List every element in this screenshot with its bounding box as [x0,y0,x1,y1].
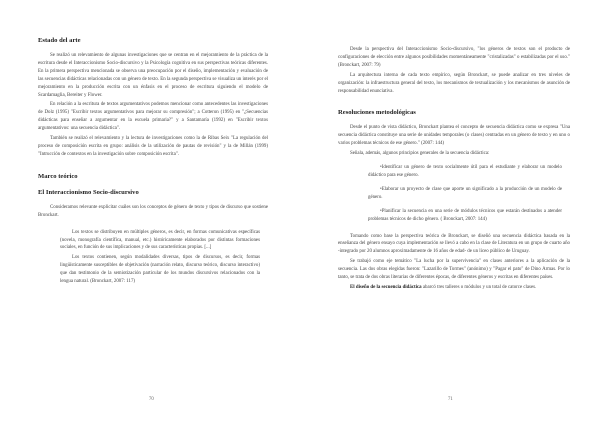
paragraph-rest: abarcó tres talleres o módulos y un total de catorce clases. [422,284,537,290]
page-number: 71 [448,397,453,402]
paragraph: Se realizó un relevamiento de algunas investigaciones que se centran en el mejoramiento de la práctica de la escritura desde el Interaccionismo Socio-discursivo y la Psicología cognitiva en sus perspectivas teóricas diferentes. En la primera perspectiva mencionada se observa una preocupación por el diseño, implementación y evaluación de las secuencias didácticas relacionadas con un género de texto. En la segunda perspectiva se visualiza un interés por el mejoramiento en la producción escrita con un énfasis en el proceso de escritura siguiendo el modelo de Scardamaglia, Bereiter y Flower. [38,53,268,98]
paragraph: Tomando como base la perspectiva teórica de Bronckart, se diseñó una secuencia didáctica basada en la enseñanza del género ensayo cuya implementación se llevó a cabo en la clase de Literatura en un grupo de cuarto año -integrado por 20 alumnos aproximadamente de 16 años de edad- de un liceo público de Uruguay. [338,233,570,255]
paragraph: Desde el punto de vista didáctico, Bronckart plantea el concepto de secuencia didáctica como se expresa "Una secuencia didáctica constituye una serie de unidades temporales (o clases) centradas en un género de texto y en uno o varios problemas técnicos de ese género." (2007: 144) [338,125,570,147]
bold-phrase: El diseño de la secuencia didáctica [350,284,422,290]
paragraph [338,284,570,292]
paragraph: Consideramos relevante explicitar cuáles son los conceptos de género de texto y tipos de discurso que sostiene Bronckart. [38,204,268,218]
bullet-item: •Planificar la secuencia en una serie de módulos técnicos que estarán destinados a atender problemas técnicos de dicho género. ( Bronckart, 2007: 144) [368,208,562,222]
paragraph: Señala, además, algunos principios generales de la secuencia didáctica: [350,151,490,157]
right-page [300,0,600,424]
paragraph: La arquitectura interna de cada texto empírico, según Bronckart, se puede analizar en tres niveles de organización: la infraestructura general del texto, los mecanismos de textualización y los mecanismos de asunción de responsabilidad enunciativa. [338,72,570,94]
paragraph: También se realizó el relevamiento y la lectura de investigaciones como la de Ribas Seix "La regulación del proceso de composición escrita en grupo: análisis de la utilización de pautas de revisión" y la de Millán (1999) "Intrucción de contextos en la investigación sobre composición escrita". [38,136,268,157]
paragraph: Se trabajó como eje temático "La lucha por la supervivencia" en clases anteriores a la aplicación de la secuencia. Las dos obras elegidas fueron: "Lazarillo de Tormes" (anónimo) y "Pagar el pato" de Dino Armas. Por lo tanto, se trata de dos obras literarias de diferentes épocas, de diferentes géneros y escritas en diferentes países. [338,259,570,281]
paragraph: En relación a la escritura de textos argumentativos podemos mencionar como antecedentes las investigaciones de Dolz (1995) "Escribir textos argumentativos para mejorar su compresión"; a Cotteron (1995) en "¿Secuencias didácticas para enseñar a argumentar en la escuela primaria?" y a Santamaría (1992) en "Escribir textos argumentativos: una secuencia didáctica". [38,102,268,132]
heading-interaccionismo: El Interaccionismo Socio-discursivo [38,188,139,196]
left-page-column [38,36,268,288]
heading-estado-del-arte: Estado del arte [38,37,81,44]
page-number: 70 [149,397,154,402]
bullet-item: •Elaborar un proyecto de clase que aporte un significado a la producción de un modelo de género. [368,186,562,200]
block-quote: Los textos se distribuyen en múltiples géneros, es decir, en formas comunicativas específicas (novela, monografía científica, manual, etc.) históricamente elaborados por distintas formaciones sociales, en función de sus implicaciones y de sus características propias. [...] [60,229,260,251]
heading-marco-teorico: Marco teórico [38,172,78,180]
block-quote: Los textos contienen, según modalidades diversas, tipos de discursos, es decir, formas lingüísticamente susceptibles de objetivación (narración relato, discurso teórico, discurso interactivo) que dan testimonio de la semiotización particular de los mundos discursivos relacionados con la lengua natural. (Bronckart, 2007: 117) [60,255,260,285]
heading-resoluciones: Resoluciones metodológicas [338,109,416,117]
bullet-item: •Identificar un género de texto socialmente útil para el estudiante y elaborar un modelo didáctico para ese género. [368,165,562,178]
right-page-column [338,46,570,294]
paragraph: Desde la perspectiva del Interaccionismo Socio-discursivo, "los géneros de textos son el producto de configuraciones de elección entre algunos posibilidades momentáneamente "cristalizadas" o estabilizadas por el uso." (Bronckart, 2007: 79) [338,47,570,68]
